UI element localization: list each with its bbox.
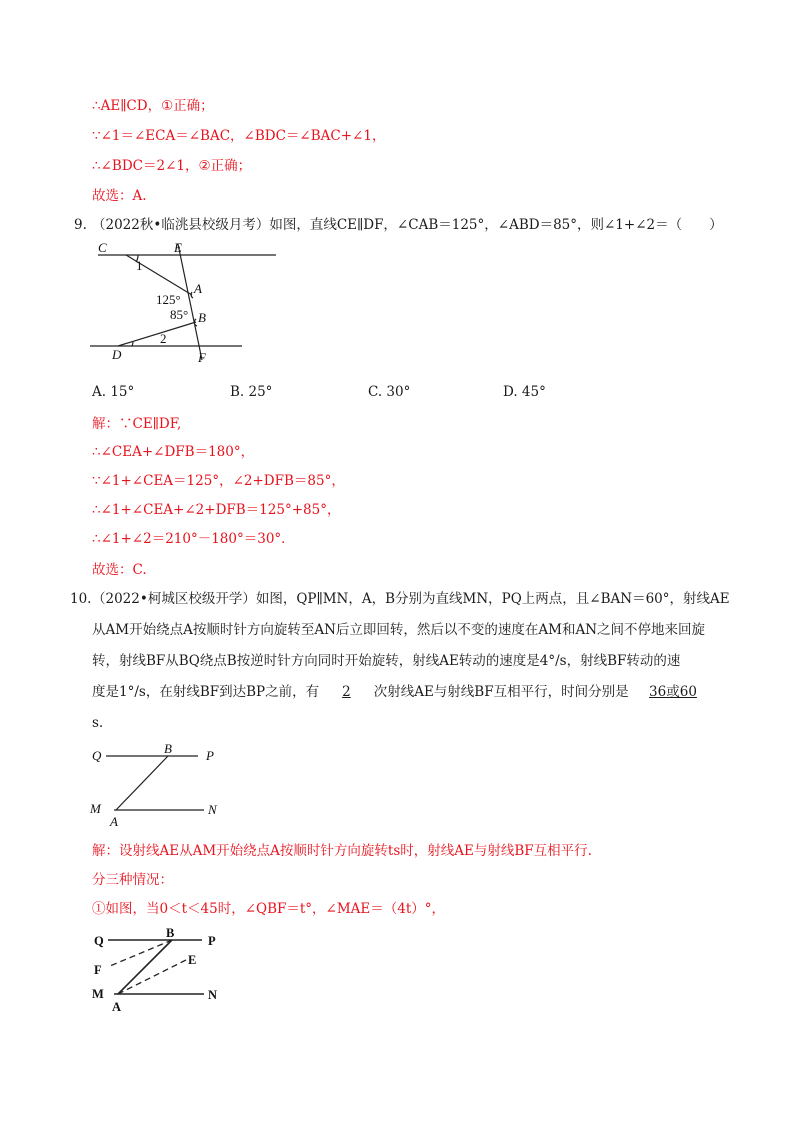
q9-label-D: D	[112, 347, 122, 362]
q9-figure	[90, 238, 280, 370]
q9-label-E: E	[174, 240, 182, 255]
q10-figure-2	[90, 922, 240, 1014]
q9-solution-line-4: ∴∠1+∠CEA+∠2+DFB＝125°+85°，	[92, 502, 341, 518]
q10-fig2-label-N: N	[208, 988, 218, 1002]
q10-fig1-label-Q: Q	[92, 748, 102, 763]
q9-stem: （2022秋•临洮县校级月考）如图，直线CE∥DF，∠CAB＝125°，∠ABD＝85°，则∠1+∠2＝（ ）	[92, 217, 723, 233]
q10-fig1-label-A: A	[110, 814, 118, 829]
q10-stem-line-2: 从AM开始绕点A按顺时针方向旋转至AN后立即回转，然后以不变的速度在AM和AN之间不停地来回旋	[92, 622, 706, 638]
q10-fig1-label-N: N	[208, 802, 217, 817]
q9-label-1: 1	[136, 258, 143, 273]
q10-stem-line-5: s.	[92, 715, 104, 731]
q9-angle-125: 125°	[156, 292, 181, 307]
q9-label-B: B	[198, 310, 206, 325]
q10-stem-line-4	[92, 683, 697, 701]
q9-solution-line-1: 解：∵CE∥DF,	[92, 416, 182, 432]
q10-stem-line-4-part-a: 度是1°/s，在射线BF到达BP之前，有	[92, 684, 320, 700]
q9-solution-line-2: ∴∠CEA+∠DFB＝180°，	[92, 444, 255, 460]
q9-label-2: 2	[160, 331, 167, 346]
q10-number: 10.	[70, 591, 92, 607]
q10-fig2-label-M: M	[92, 987, 104, 1001]
q10-stem-line-4-part-b: 次射线AE与射线BF互相平行，时间分别是	[373, 684, 629, 700]
q9-solution-line-3: ∵∠1+∠CEA＝125°，∠2+DFB＝85°，	[92, 473, 345, 489]
q10-fig2-label-A: A	[112, 1000, 122, 1014]
prev-solution-line-3: ∴∠BDC＝2∠1，②正确；	[92, 158, 252, 174]
q10-stem-line-1: （2022•柯城区校级开学）如图，QP∥MN，A，B分别为直线MN，PQ上两点，且∠BAN＝60°，射线AE	[92, 591, 730, 607]
q9-option-b[interactable]: B. 25°	[230, 384, 273, 400]
q10-fig2-label-F: F	[94, 963, 102, 977]
q9-solution-line-5: ∴∠1+∠2＝210°－180°＝30°．	[92, 531, 295, 547]
prev-solution-line-2: ∵∠1＝∠ECA＝∠BAC，∠BDC＝∠BAC+∠1，	[92, 128, 386, 144]
prev-solution-answer: 故选：A.	[92, 188, 147, 204]
q10-fig2-label-P: P	[208, 934, 216, 948]
q10-figure-1	[88, 740, 238, 830]
q10-fig1-label-B: B	[164, 741, 172, 756]
q10-fig2-label-B: B	[166, 926, 175, 940]
q9-solution-answer: 故选：C.	[92, 562, 147, 578]
q9-label-C: C	[98, 240, 107, 255]
q10-answer-blank-1: 2	[342, 684, 351, 700]
q9-option-d[interactable]: D. 45°	[503, 384, 546, 400]
q9-number: 9.	[74, 217, 87, 233]
q10-fig2-label-Q: Q	[94, 934, 104, 948]
q10-fig2-label-E: E	[188, 953, 197, 967]
q9-label-F: F	[198, 350, 206, 365]
q10-fig1-label-P: P	[206, 748, 214, 763]
q9-option-a[interactable]: A. 15°	[92, 384, 135, 400]
q9-label-A: A	[194, 281, 202, 296]
q10-solution-line-3: ①如图，当0＜t＜45时，∠QBF＝t°，∠MAE＝（4t）°，	[92, 901, 446, 917]
q10-fig1-label-M: M	[90, 801, 101, 816]
q10-stem-line-3: 转，射线BF从BQ绕点B按逆时针方向同时开始旋转，射线AE转动的速度是4°/s，射线BF转动的速	[92, 653, 681, 669]
q9-option-c[interactable]: C. 30°	[368, 384, 411, 400]
prev-solution-line-1: ∴AE∥CD，①正确；	[92, 98, 214, 114]
q9-angle-85: 85°	[170, 307, 189, 322]
q10-solution-line-2: 分三种情况：	[92, 872, 173, 888]
q10-answer-blank-2: 36或60	[649, 684, 697, 700]
q10-solution-line-1: 解：设射线AE从AM开始绕点A按顺时针方向旋转ts时，射线AE与射线BF互相平行.	[92, 843, 592, 859]
